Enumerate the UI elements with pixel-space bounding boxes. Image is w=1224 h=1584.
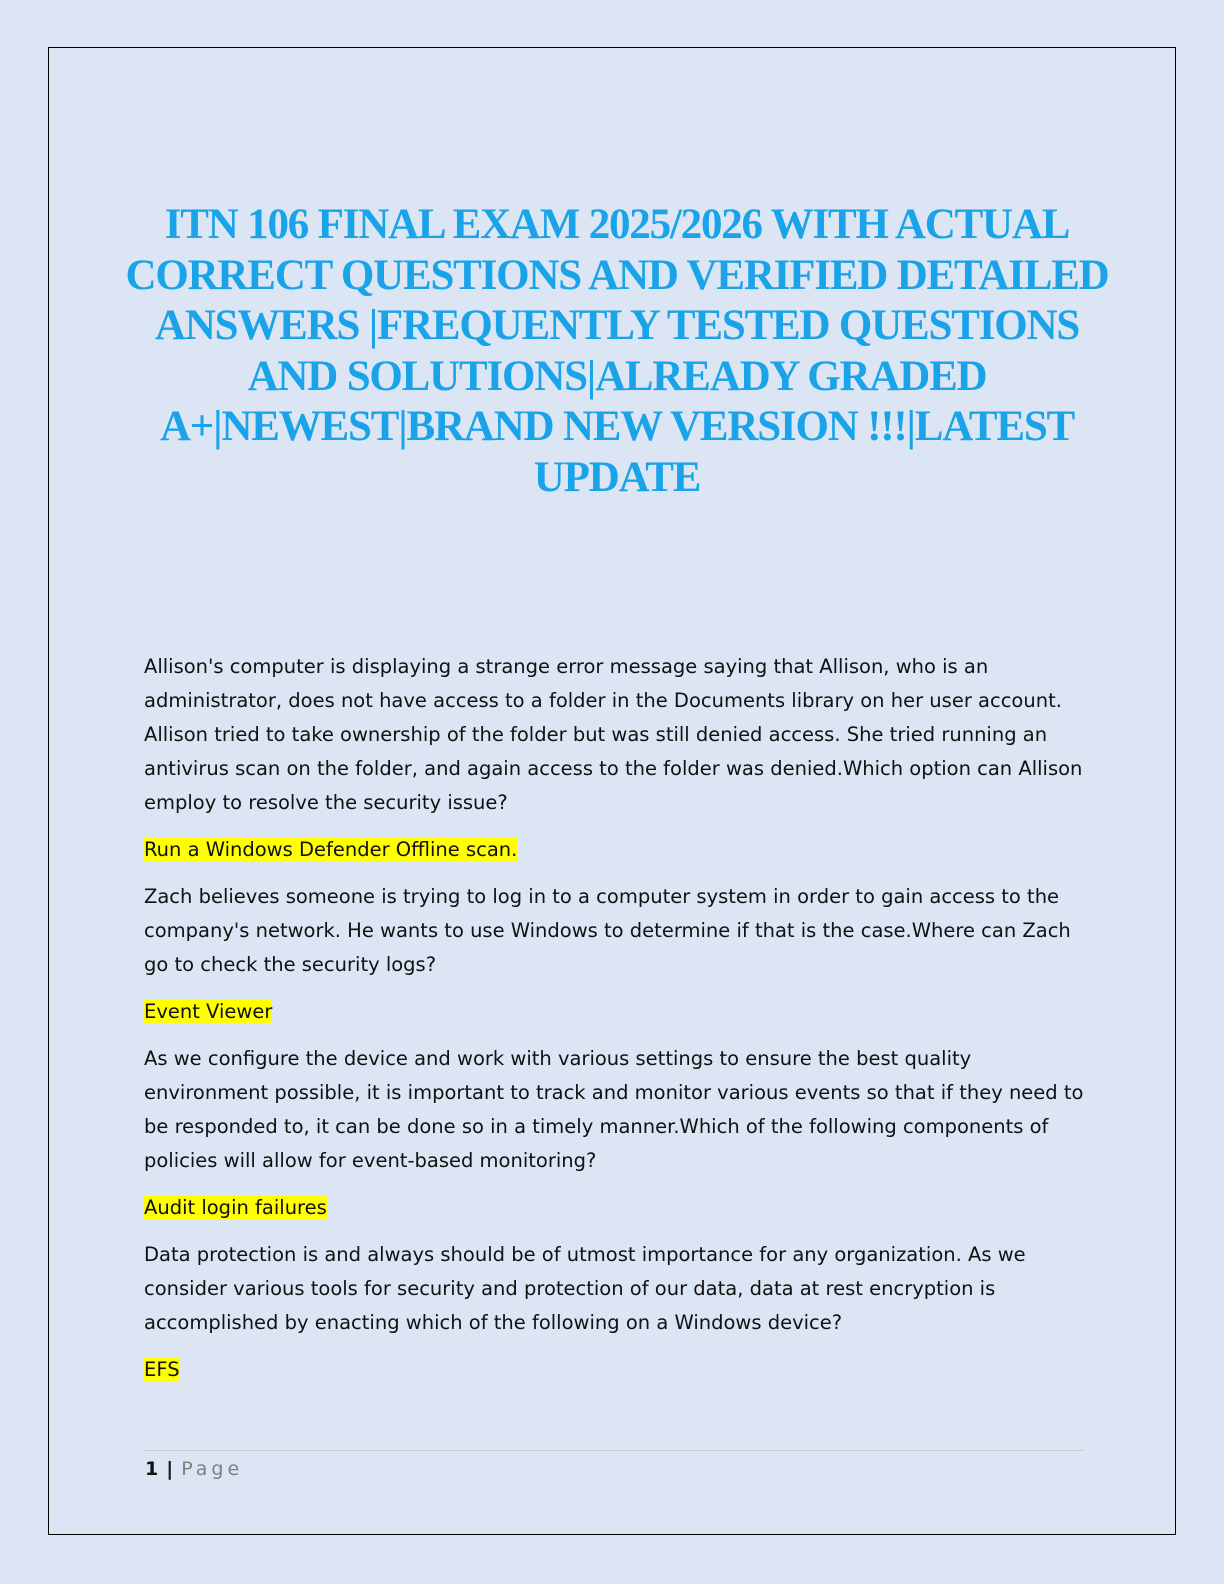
footer-separator: |	[166, 1458, 174, 1480]
qa-content	[144, 650, 1084, 1400]
page-footer	[145, 1458, 243, 1480]
footer-divider	[144, 1450, 1084, 1451]
question-2: Zach believes someone is trying to log in to a computer system in order to gain access to the company's network. He wants to use Windows to determine if that is the case.Where can Zach go to check the security logs?	[144, 885, 1071, 976]
question-3: As we configure the device and work with various settings to ensure the best quality environment possible, it is important to track and monitor various events so that if they need to be responded to, it can be done so in a timely manner.Which of the following components of policies will allow for event-based monitoring?	[144, 1047, 1084, 1172]
question-1: Allison's computer is displaying a strange error message saying that Allison, who is an administrator, does not have access to a folder in the Documents library on her user account. Allison tried to take ownership of the folder but was still denied access. She tried running an antivirus scan on the folder, and again access to the folder was denied.Which option can Allison employ to resolve the security issue?	[144, 655, 1083, 814]
answer-3	[144, 1191, 1084, 1225]
answer-3-highlight: Audit login failures	[144, 1196, 327, 1219]
answer-2-highlight: Event Viewer	[144, 1000, 273, 1023]
question-4: Data protection is and always should be of utmost importance for any organization. As we consider various tools for security and protection of our data, data at rest encryption is accomplished by enacting which of the following on a Windows device?	[144, 1243, 1026, 1334]
answer-4-highlight: EFS	[144, 1358, 180, 1381]
page-label: Page	[181, 1458, 244, 1480]
answer-1-highlight: Run a Windows Defender Offline scan.	[144, 838, 518, 861]
answer-1	[144, 833, 1084, 867]
document-title: ITN 106 FINAL EXAM 2025/2026 WITH ACTUAL CORRECT QUESTIONS AND VERIFIED DETAILED ANSWERS |FREQUENTLY TESTED QUESTIONS AND SOLUTIONS|ALREADY GRADED A+|NEWEST|BRAND NEW VERSION !!!|LATEST UPDATE	[125, 201, 1109, 501]
page-number: 1	[145, 1458, 159, 1480]
answer-2	[144, 995, 1084, 1029]
answer-4	[144, 1353, 1084, 1387]
